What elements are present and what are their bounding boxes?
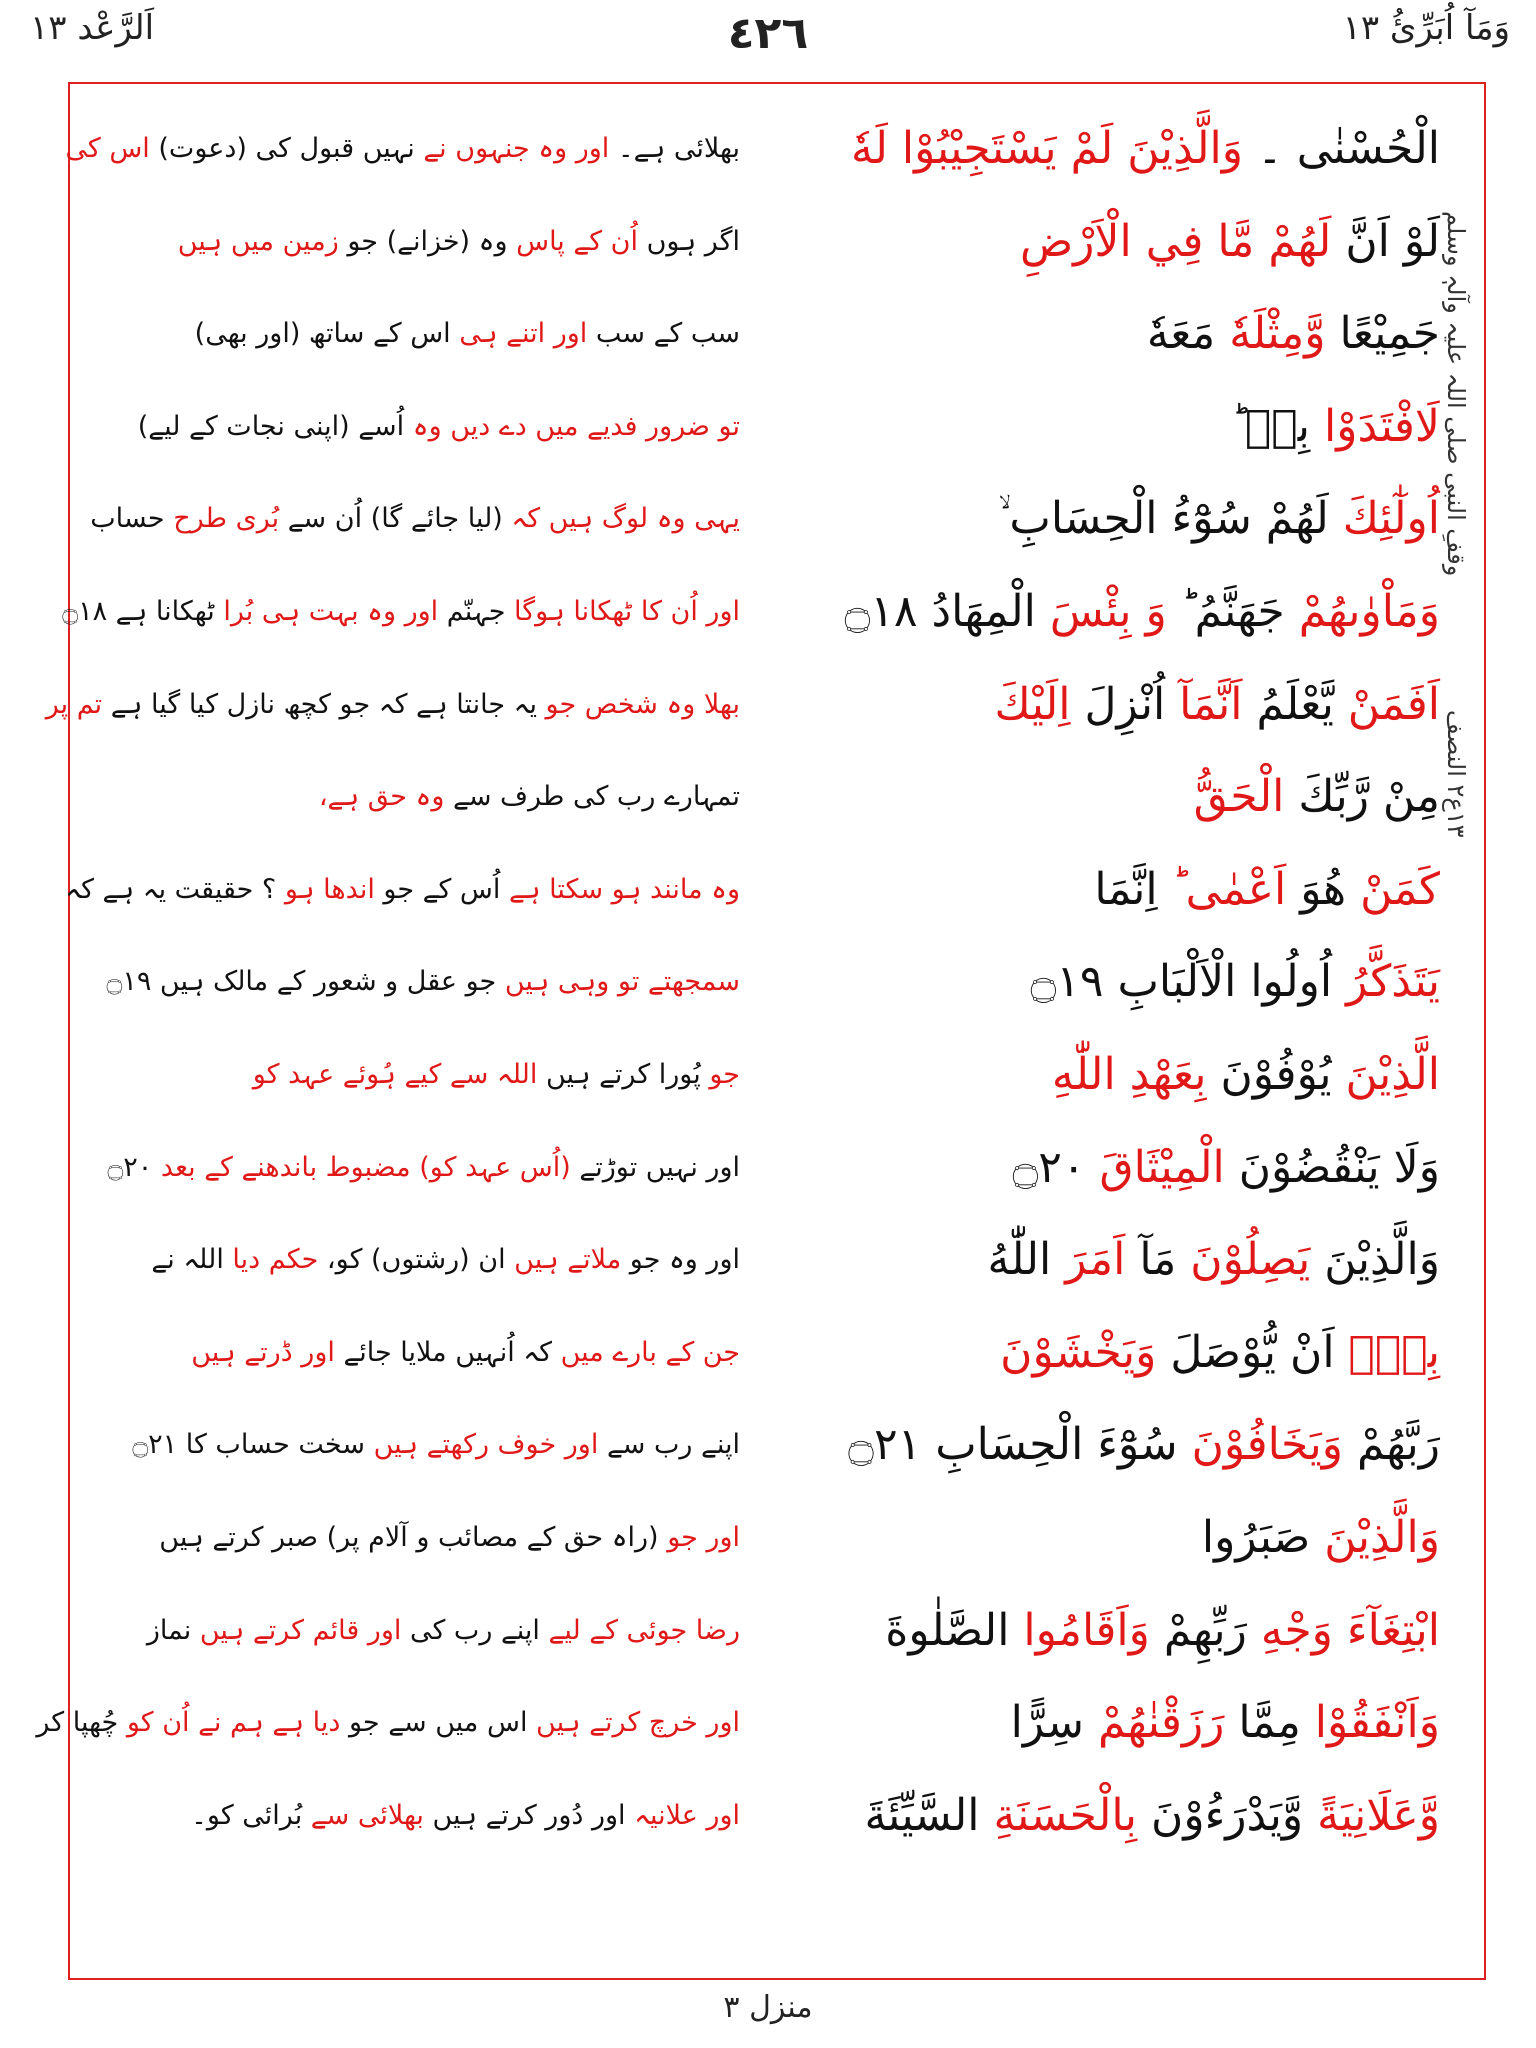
verse-row [90, 478, 1440, 560]
verse-row [100, 941, 1440, 1023]
urdu-segment: نازل کیا گیا ہے [102, 688, 276, 720]
verse-row [100, 1404, 1440, 1486]
urdu-segment: اور وہ بہت ہی بُرا [214, 596, 439, 627]
verse-row [45, 664, 1440, 746]
urdu-translation-line [100, 1590, 740, 1672]
urdu-translation-line [100, 1127, 740, 1209]
urdu-segment: وہ حق ہے، [318, 781, 445, 813]
urdu-segment: اور ڈرتے ہیں [191, 1336, 335, 1368]
arabic-verse-line [780, 478, 1440, 560]
arabic-segment: كَمَنْ [1346, 863, 1440, 915]
arabic-segment: اُولُوا الْاَلْبَابِ ۝١٩ [1030, 956, 1333, 1008]
verse-row [36, 1682, 1440, 1764]
arabic-segment: اُولٰٓئِكَ [1328, 493, 1440, 545]
urdu-segment: ٹھکانا ہے ۝١٨ [62, 596, 215, 627]
urdu-segment: بھلا وہ شخص جو [536, 688, 740, 720]
urdu-segment: (راہ حق کے مصائب و آلام پر) صبر کرتے ہیں [159, 1522, 659, 1553]
verse-row [100, 1219, 1440, 1301]
urdu-segment: چُھپا کر [36, 1707, 119, 1739]
arabic-verse-line [780, 386, 1440, 468]
urdu-segment: یہی وہ لوگ ہیں کہ [502, 503, 740, 535]
urdu-segment: اس میں سے جو [340, 1707, 528, 1739]
arabic-segment: وَّعَلَانِيَةً [1303, 1789, 1440, 1841]
urdu-segment: اگر ہوں [637, 225, 740, 257]
verse-row [100, 1590, 1440, 1672]
arabic-segment: اَنَّمَآ [1165, 678, 1243, 730]
urdu-segment: اور وہ جنہوں نے [414, 133, 610, 164]
arabic-segment: بِالْحَسَنَةِ [979, 1789, 1138, 1841]
urdu-segment: اُن کے پاس [507, 225, 638, 257]
urdu-segment: اللہ نے [151, 1244, 224, 1276]
arabic-segment: وَ بِئْسَ [1035, 586, 1167, 637]
arabic-segment: مَآ [1125, 1234, 1177, 1286]
arabic-segment: الَّذِيْنَ [1331, 1049, 1440, 1100]
arabic-segment: يَّعْلَمُ [1242, 678, 1334, 730]
urdu-segment: جن کے بارے میں [551, 1336, 740, 1368]
arabic-segment: وَاَنْفَقُوْا [1300, 1697, 1440, 1749]
urdu-segment: اپنے رب کی [401, 1614, 540, 1646]
urdu-segment: اُسے (اپنی نجات کے لیے) [137, 410, 405, 442]
verse-row [65, 108, 1440, 190]
urdu-segment: تو ضرور فدیے میں دے دیں وہ [404, 410, 740, 442]
arabic-segment: ابْتِغَآءَ [1332, 1604, 1440, 1656]
urdu-segment: دیا ہے ہم نے اُن کو [118, 1707, 341, 1739]
arabic-verse-line [780, 1590, 1440, 1672]
arabic-segment: مِمَّا [1224, 1697, 1301, 1749]
urdu-segment: زمین میں ہیں [177, 225, 339, 257]
arabic-verse-line [780, 1682, 1440, 1764]
arabic-segment: السَّيِّئَةَ [864, 1789, 980, 1841]
urdu-segment: یہ جانتا ہے کہ جو کچھ [275, 688, 537, 720]
urdu-segment: (اُس عہد کو) مضبوط باندھنے کے بعد [152, 1151, 571, 1183]
urdu-translation-line [100, 201, 740, 283]
arabic-verse-line [780, 1219, 1440, 1301]
urdu-segment: اس کی [65, 133, 150, 164]
urdu-translation-line [62, 571, 740, 653]
arabic-segment: ؕ اِنَّمَا [1094, 863, 1172, 915]
arabic-segment: لَافْتَدَوْا [1310, 400, 1440, 452]
urdu-segment: ؟ حقیقت یہ ہے کہ [65, 873, 277, 905]
urdu-segment: جہنّم [438, 596, 506, 627]
arabic-segment: بِهٖ ؕ [1230, 400, 1311, 452]
juz-name-header: وَمَآ اُبَرِّئُ ١٣ [1342, 8, 1510, 48]
urdu-translation-line [65, 108, 740, 190]
arabic-segment: اَمَرَ [1051, 1234, 1126, 1286]
urdu-segment: ملاتے ہیں [505, 1244, 622, 1276]
urdu-segment: نماز [146, 1614, 192, 1646]
urdu-segment: اس کے ساتھ (اور بھی) [194, 318, 451, 350]
arabic-verse-line [780, 1127, 1440, 1209]
ruku-margin-note: ١٣ع٢ النصف [1442, 710, 1470, 838]
urdu-translation-line [45, 664, 740, 746]
arabic-segment: وَّيَدْرَءُوْنَ [1137, 1789, 1304, 1841]
verse-row [100, 386, 1440, 468]
urdu-translation-line [100, 293, 740, 375]
verse-row [100, 1497, 1440, 1579]
arabic-segment: وَجْهِ [1246, 1604, 1333, 1656]
arabic-segment: اَنْ يُّوْصَلَ [1156, 1326, 1335, 1378]
urdu-segment: جو [700, 1059, 740, 1090]
arabic-segment: هُوَ [1286, 863, 1347, 915]
arabic-segment: رَبِّهِمْ [1149, 1604, 1247, 1656]
urdu-segment: اور وہ جو [621, 1244, 740, 1276]
urdu-segment: اور اتنے ہی [450, 318, 588, 350]
arabic-verse-line [780, 1775, 1440, 1857]
arabic-segment: جَهَنَّمُ ؕ [1166, 586, 1285, 637]
urdu-translation-line [100, 1404, 740, 1486]
arabic-verse-line [780, 1404, 1440, 1486]
arabic-segment: بِهٖٓ [1334, 1326, 1440, 1378]
arabic-verse-line [780, 849, 1440, 931]
arabic-verse-line [780, 201, 1440, 283]
urdu-translation-line [100, 1034, 740, 1116]
urdu-segment: سب کے سب [587, 318, 740, 350]
urdu-segment: بھلائی سے [302, 1799, 424, 1831]
urdu-translation-line [100, 941, 740, 1023]
arabic-segment: مَعَهٗ [1146, 308, 1216, 360]
urdu-translation-line [100, 1219, 740, 1301]
verse-row [65, 849, 1440, 931]
arabic-segment: رَزَقْنٰهُمْ [1084, 1697, 1225, 1749]
arabic-segment: مِنْ رَّبِّكَ [1284, 771, 1440, 823]
arabic-segment: الصَّلٰوةَ [885, 1604, 1010, 1656]
urdu-segment: کہ اُنہیں ملایا جائے [334, 1336, 552, 1368]
arabic-segment: وَلَا يَنْقُضُوْنَ [1224, 1141, 1440, 1193]
urdu-segment: اور قائم کرتے ہیں [191, 1614, 402, 1646]
verse-row [100, 1127, 1440, 1209]
arabic-segment: اللّٰهُ [987, 1234, 1052, 1286]
arabic-segment: اَعْمٰى [1171, 863, 1287, 915]
arabic-segment: لَهُمْ [1254, 215, 1332, 267]
arabic-segment: يَصِلُوْنَ [1176, 1234, 1311, 1286]
arabic-segment: الْمِيْثَاقَ [1085, 1141, 1225, 1193]
urdu-segment: بُری طرح [164, 503, 280, 535]
urdu-segment: ان (رشتوں) کو، [318, 1244, 506, 1276]
arabic-verse-line [780, 1034, 1440, 1116]
arabic-segment: مَّا فِي الْاَرْضِ [1019, 215, 1255, 267]
verse-row [100, 1312, 1440, 1394]
arabic-segment: الْحُسْنٰى ۔ [1243, 123, 1440, 174]
urdu-segment: سخت حساب کا ۝٢١ [132, 1429, 365, 1461]
manzil-footer: منزل ٣ [723, 1990, 813, 2025]
urdu-segment: حساب [90, 503, 165, 535]
arabic-segment: اَفَمَنْ [1333, 678, 1440, 730]
arabic-segment: يُوْفُوْنَ [1206, 1049, 1332, 1100]
urdu-translation-line [100, 1312, 740, 1394]
urdu-segment: تمہارے رب کی طرف سے [444, 781, 740, 813]
arabic-segment: جَمِيْعًا [1325, 308, 1440, 360]
urdu-segment: اور جو [658, 1522, 740, 1553]
verse-row [100, 756, 1440, 838]
arabic-verse-line [780, 1497, 1440, 1579]
arabic-segment: اُنْزِلَ [1070, 678, 1166, 730]
urdu-segment: اور خرچ کرتے ہیں [527, 1707, 740, 1739]
urdu-segment: نہیں قبول کی (دعوت) [149, 133, 415, 164]
arabic-segment: بِعَهْدِ اللّٰهِ [1051, 1049, 1207, 1100]
urdu-segment: جو عقل و شعور کے مالک ہیں ۝١٩ [106, 966, 497, 998]
urdu-segment: سمجھتے تو وہی ہیں [496, 966, 740, 998]
arabic-segment: الْمِهَادُ ۝١٨ [844, 586, 1036, 637]
arabic-segment: وَيَخْشَوْنَ [1000, 1326, 1157, 1378]
arabic-segment: لَهُمْ سُوْٓءُ الْحِسَابِ ۙ [998, 493, 1329, 545]
urdu-segment: اندھا ہو [276, 873, 375, 905]
arabic-segment: لَمْ يَسْتَجِيْبُوْا لَهٗ [850, 123, 1114, 174]
verse-row [100, 1034, 1440, 1116]
urdu-segment: اور علانیہ [625, 1799, 740, 1831]
arabic-segment: سِرًّا [1010, 1697, 1085, 1749]
urdu-segment: ۝٢٠ [107, 1151, 153, 1183]
arabic-segment: وَالَّذِيْنَ [1113, 123, 1243, 174]
arabic-segment: وَاَقَامُوا [1009, 1604, 1150, 1656]
arabic-verse-line [780, 108, 1440, 190]
arabic-segment: الْحَقُّ [1193, 771, 1285, 823]
arabic-segment: سُوْٓءَ الْحِسَابِ ۝٢١ [848, 1419, 1178, 1471]
arabic-segment: وَالَّذِيْنَ [1310, 1512, 1440, 1563]
urdu-translation-line [100, 756, 740, 838]
urdu-segment: اللہ سے کیے ہُوئے عہد کو [252, 1059, 538, 1090]
urdu-segment: اور نہیں توڑتے [570, 1151, 740, 1183]
urdu-translation-line [36, 1682, 740, 1764]
urdu-segment: وہ (خزانے) جو [338, 225, 508, 257]
arabic-segment: ۝٢٠ [1012, 1141, 1086, 1193]
arabic-segment: رَبَّهُمْ [1342, 1419, 1440, 1471]
urdu-translation-line [100, 1775, 740, 1857]
verse-row [100, 293, 1440, 375]
urdu-segment: (لیا جائے گا) اُن سے [279, 503, 503, 535]
arabic-verse-line [780, 293, 1440, 375]
urdu-segment: وہ مانند ہو سکتا ہے [500, 873, 740, 905]
urdu-segment: پُورا کرتے ہیں [537, 1059, 701, 1090]
urdu-segment: حکم دیا [223, 1244, 319, 1276]
verse-row [100, 201, 1440, 283]
arabic-verse-line [780, 941, 1440, 1023]
arabic-segment: صَبَرُوا [1201, 1512, 1311, 1563]
urdu-segment: رضا جوئی کے لیے [539, 1614, 740, 1646]
arabic-verse-line [780, 1312, 1440, 1394]
verse-row [62, 571, 1440, 653]
urdu-translation-line [65, 849, 740, 931]
urdu-segment: اور دُور کرتے ہیں [423, 1799, 626, 1831]
arabic-segment: وَالَّذِيْنَ [1310, 1234, 1440, 1286]
arabic-verse-line [780, 756, 1440, 838]
arabic-segment: وَمَاْوٰىهُمْ [1284, 586, 1440, 637]
urdu-translation-line [90, 478, 740, 560]
arabic-segment: وَيَخَافُوْنَ [1177, 1419, 1343, 1471]
urdu-segment: اور اُن کا ٹھکانا ہوگا [505, 596, 740, 627]
arabic-segment: لَوْ اَنَّ [1331, 215, 1440, 267]
urdu-translation-line [100, 386, 740, 468]
surah-name-header: اَلرَّعْد ١٣ [30, 8, 155, 48]
urdu-segment: اُس کے جو [374, 873, 501, 905]
arabic-segment: اِلَيْكَ [994, 678, 1071, 730]
page-number: ٤٢٦ [727, 8, 809, 59]
waqf-margin-note: وقفِ النبی صلی اللہ علیہ وآلہٖ وسلم [1442, 211, 1470, 577]
urdu-translation-line [100, 1497, 740, 1579]
verse-row [100, 1775, 1440, 1857]
urdu-segment: اپنے رب سے [598, 1429, 740, 1461]
urdu-segment: بھلائی ہے۔ [609, 133, 740, 164]
arabic-verse-line [780, 571, 1440, 653]
arabic-segment: يَتَذَكَّرُ [1332, 956, 1440, 1008]
urdu-segment: تم پر [45, 688, 103, 720]
urdu-segment: اور خوف رکھتے ہیں [364, 1429, 599, 1461]
arabic-segment: وَّمِثْلَهٗ [1215, 308, 1326, 360]
arabic-verse-line [780, 664, 1440, 746]
urdu-segment: بُرائی کو۔ [191, 1799, 303, 1831]
